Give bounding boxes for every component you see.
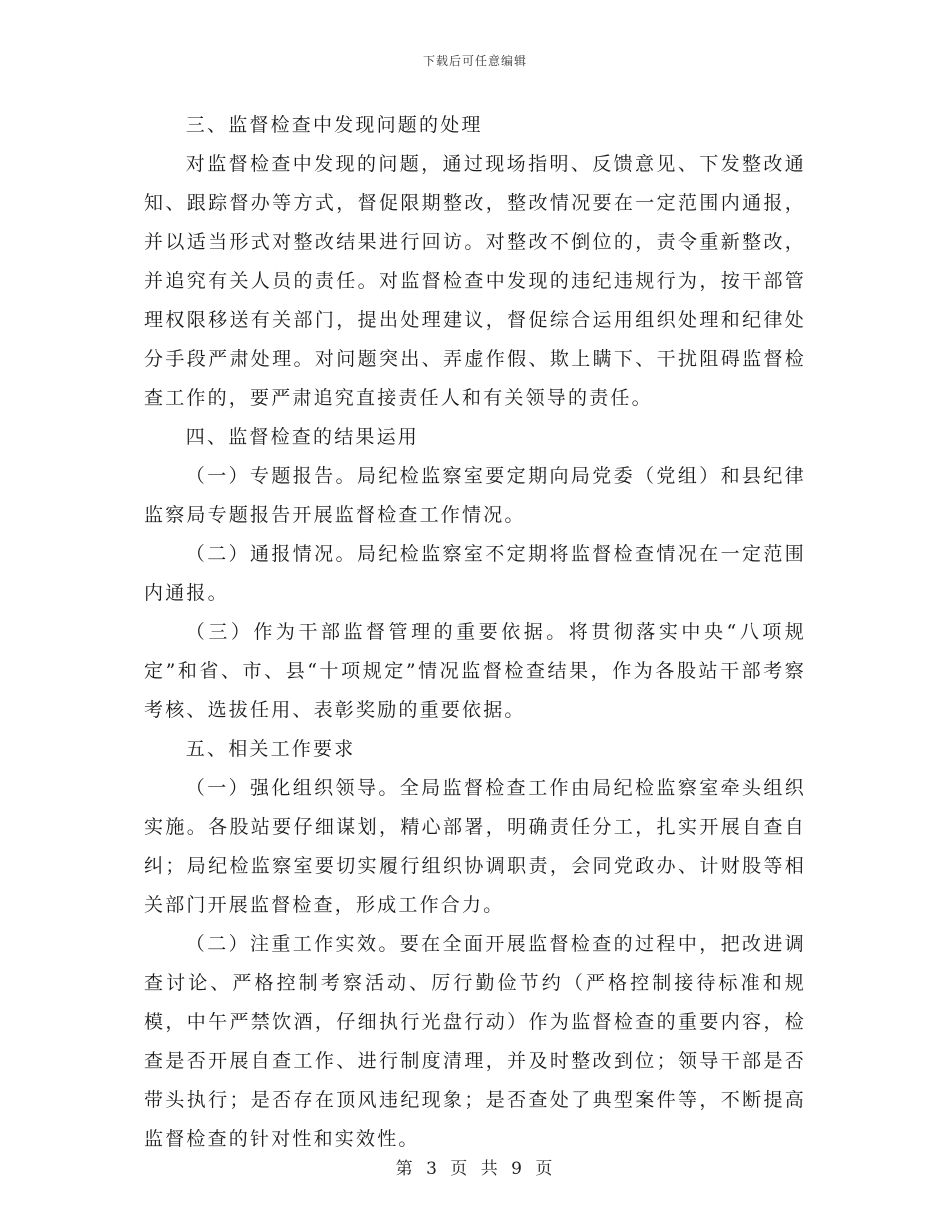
paragraph-circular: （二）通报情况。局纪检监察室不定期将监督检查情况在一定范围内通报。 (144, 543, 806, 604)
paragraph-effectiveness: （二）注重工作实效。要在全面开展监督检查的过程中，把改进调查讨论、严格控制考察活动、厉行勤俭节约（严格控制接待标准和规模，中午严禁饮酒，仔细执行光盘行动）作为监督检查的重要内容，检查是否开展自查工作、进行制度清理，并及时整改到位；领导干部是否带头执行；是否存在顶风违纪现象；是否查处了典型案件等，不断提高监督检查的针对性和实效性。 (144, 933, 806, 1150)
download-edit-note: 下载后可任意编辑 (422, 54, 527, 68)
page-number: 第 3 页 共 9 页 (395, 1159, 555, 1179)
document-body (144, 106, 806, 1159)
paragraph-supervision-basis: （三）作为干部监督管理的重要依据。将贯彻落实中央“八项规定”和省、市、县“十项规定”情况监督检查结果，作为各股站干部考察考核、选拔任用、表彰奖励的重要依据。 (144, 621, 806, 721)
section-heading-5: 五、相关工作要求 (185, 738, 356, 760)
paragraph-leadership: （一）强化组织领导。全局监督检查工作由局纪检监察室牵头组织实施。各股站要仔细谋划，精心部署，明确责任分工，扎实开展自查自纠；局纪检监察室要切实履行组织协调职责，会同党政办、计财股等相关部门开展监督检查，形成工作合力。 (144, 777, 806, 916)
section-heading-3: 三、监督检查中发现问题的处理 (185, 114, 483, 136)
section-heading-4: 四、监督检查的结果运用 (185, 426, 419, 448)
paragraph-problem-handling: 对监督检查中发现的问题，通过现场指明、反馈意见、下发整改通知、跟踪督办等方式，督促限期整改，整改情况要在一定范围内通报，并以适当形式对整改结果进行回访。对整改不倒位的，责令重新整改，并追究有关人员的责任。对监督检查中发现的违纪违规行为，按干部管理权限移送有关部门，提出处理建议，督促综合运用组织处理和纪律处分手段严肃处理。对问题突出、弄虚作假、欺上瞒下、干扰阻碍监督检查工作的，要严肃追究直接责任人和有关领导的责任。 (144, 153, 806, 409)
paragraph-special-report: （一）专题报告。局纪检监察室要定期向局党委（党组）和县纪律监察局专题报告开展监督检查工作情况。 (144, 465, 806, 526)
